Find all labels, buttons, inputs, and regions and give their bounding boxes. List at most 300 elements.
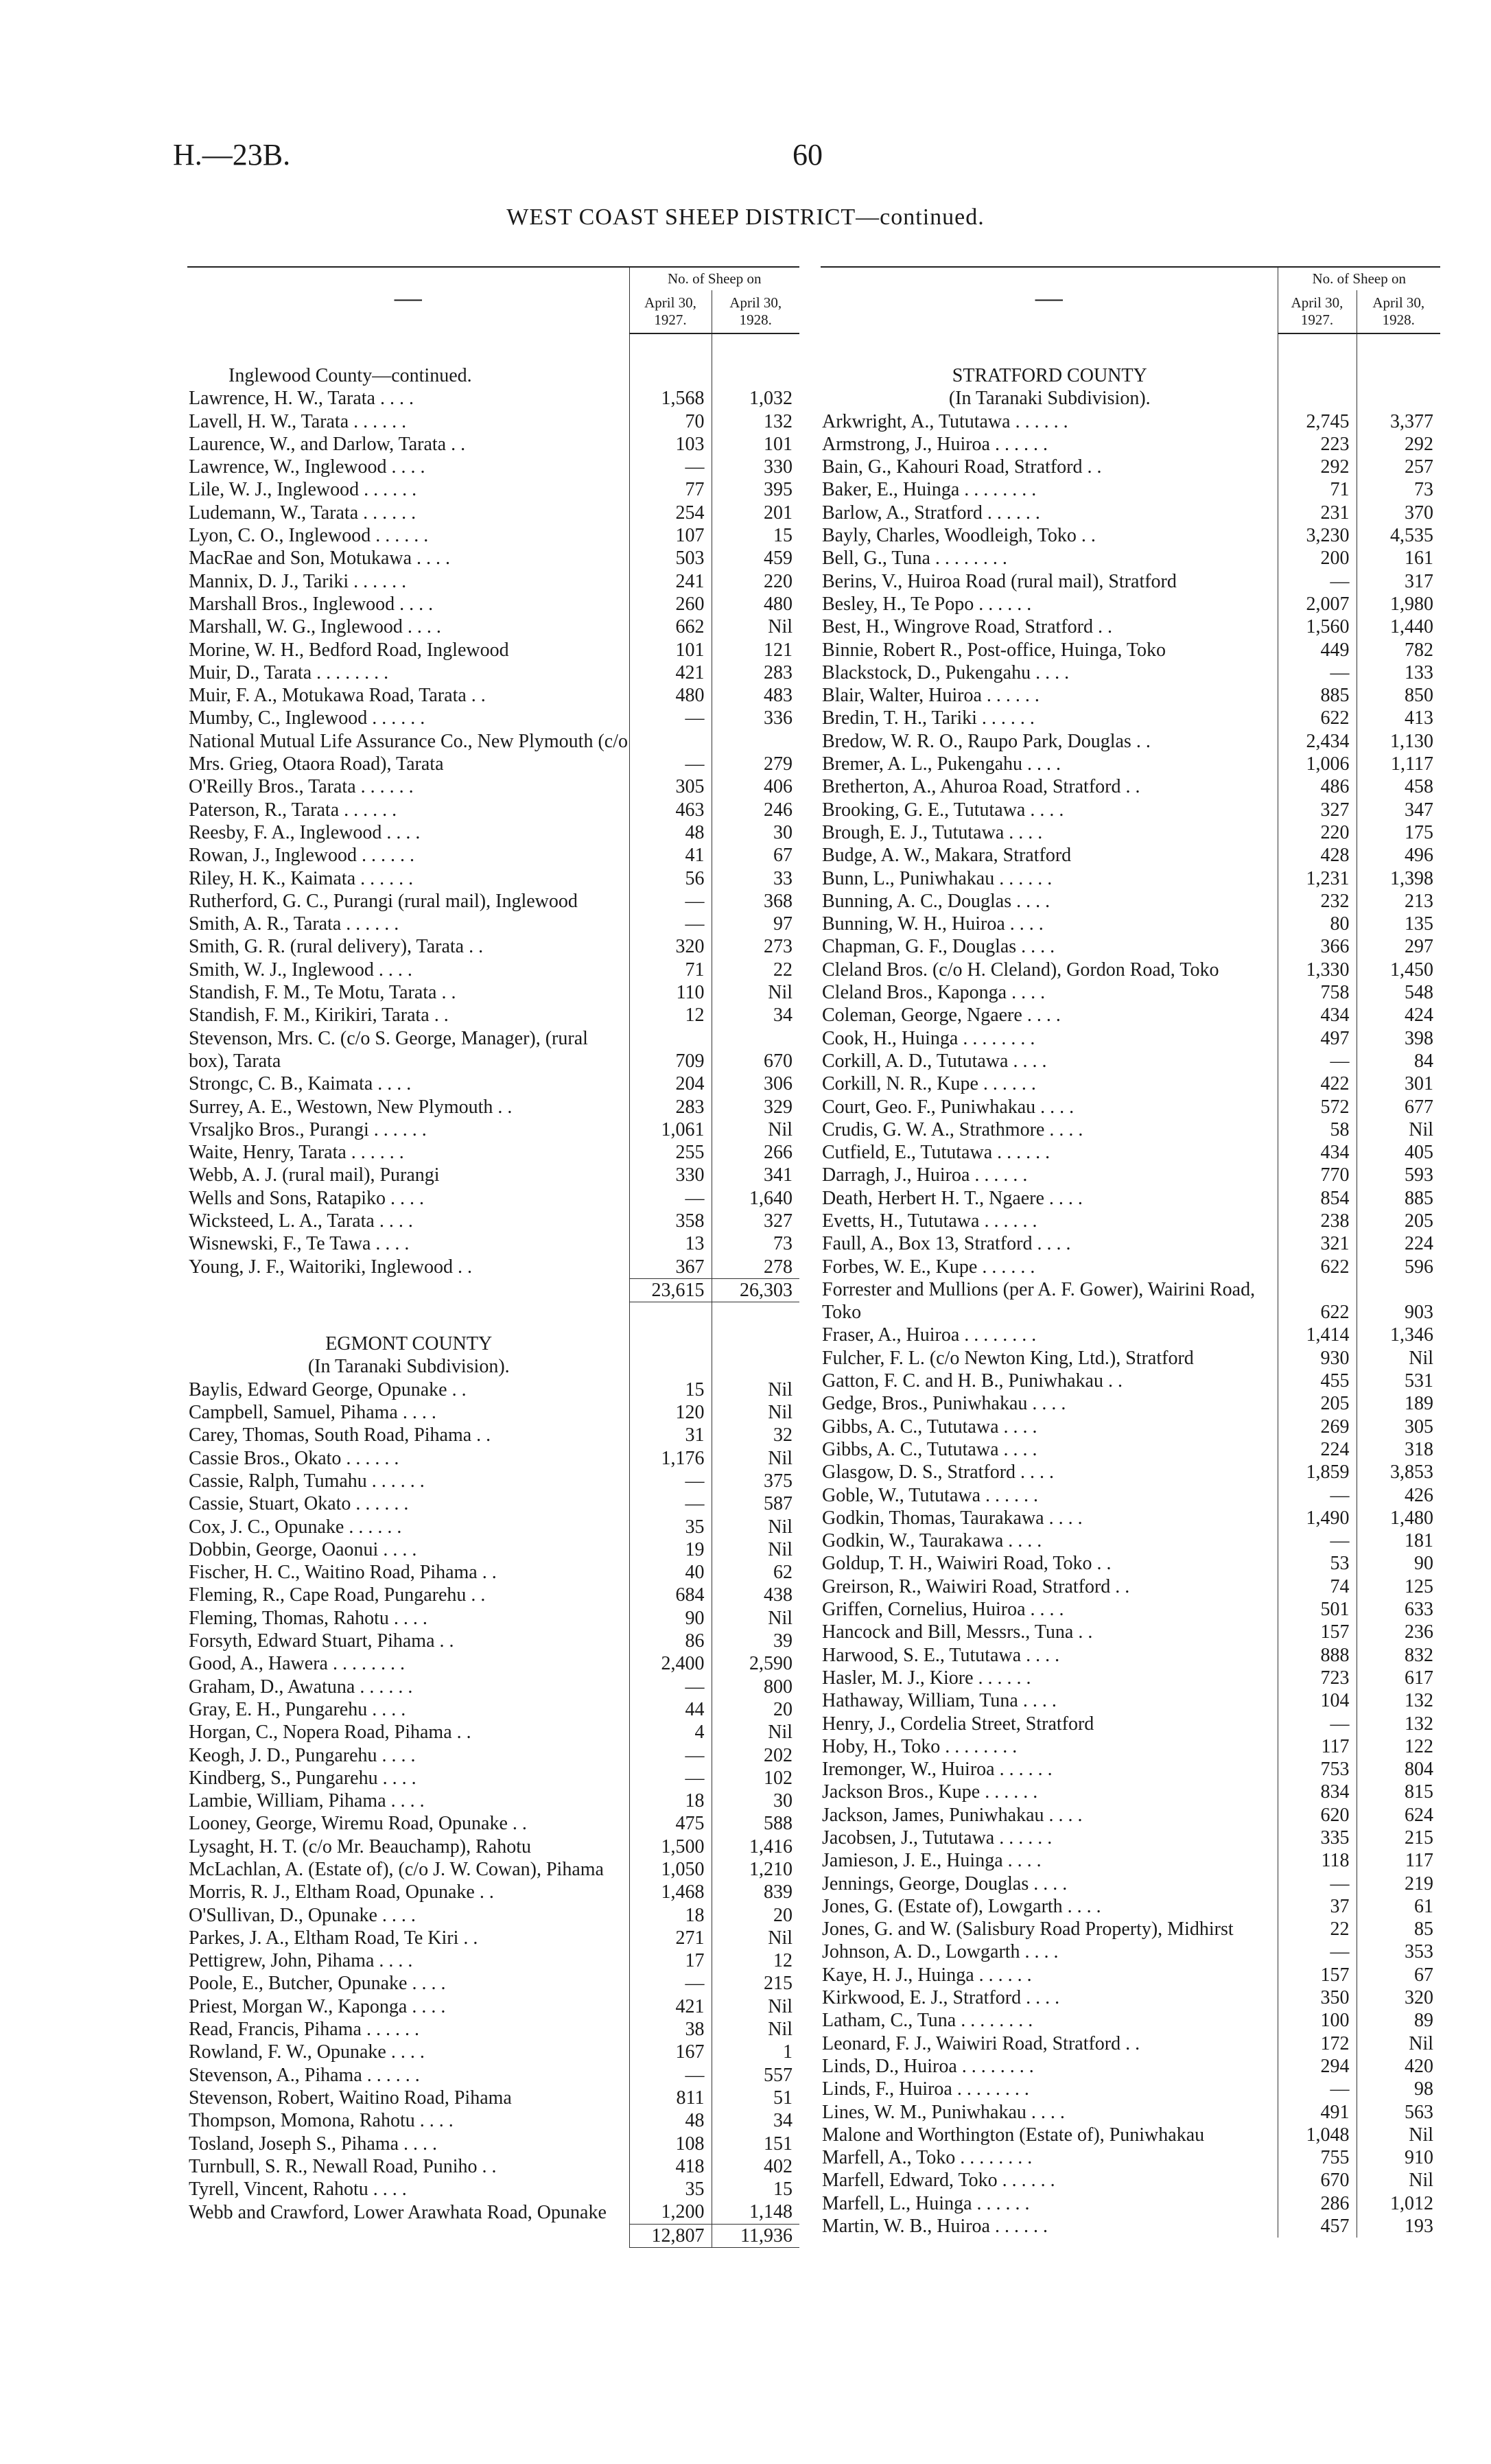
value-1927: 670 — [1278, 2169, 1357, 2192]
row-name — [187, 1302, 629, 1333]
table-row — [821, 844, 1440, 867]
table-row — [821, 1804, 1440, 1827]
value-1928: 89 — [1357, 2009, 1440, 2032]
value-1927: 1,859 — [1278, 1461, 1357, 1483]
row-name: Cook, H., Huinga . . . . . . . . — [822, 1027, 1035, 1049]
value-1927: 35 — [629, 2178, 712, 2201]
value-1928: 73 — [712, 1232, 799, 1255]
value-1928: 910 — [1357, 2146, 1440, 2169]
value-1927: — — [629, 456, 712, 478]
value-1928: 11,936 — [712, 2224, 799, 2247]
table-row — [187, 2018, 799, 2041]
value-1928: 151 — [712, 2133, 799, 2155]
value-1928: 330 — [712, 456, 799, 478]
value-1928: 1,480 — [1357, 1507, 1440, 1529]
row-name: Blackstock, D., Pukengahu . . . . — [822, 661, 1070, 683]
row-name: Lines, W. M., Puniwhakau . . . . — [822, 2101, 1065, 2123]
value-1927: 305 — [629, 775, 712, 798]
spacer-row — [187, 333, 799, 364]
section-heading — [187, 1333, 799, 1355]
value-1928: 1,346 — [1357, 1324, 1440, 1346]
row-name: Riley, H. K., Kaimata . . . . . . — [189, 867, 414, 889]
row-name: Linds, F., Huiroa . . . . . . . . — [822, 2078, 1029, 2100]
table-row — [821, 1278, 1440, 1324]
value-1928: 213 — [1357, 890, 1440, 913]
table-row — [187, 1927, 799, 1949]
table-row — [821, 684, 1440, 707]
value-1927: 888 — [1278, 1644, 1357, 1667]
table-row — [821, 1484, 1440, 1507]
value-1928: 531 — [1357, 1370, 1440, 1392]
value-1928: 279 — [712, 730, 799, 776]
value-1928: 782 — [1357, 639, 1440, 661]
row-name: Bayly, Charles, Woodleigh, Toko . . — [822, 525, 1096, 547]
value-1928: 20 — [712, 1904, 799, 1927]
table-row — [187, 1492, 799, 1515]
row-name: EGMONT COUNTY — [325, 1333, 493, 1355]
row-name: Fischer, H. C., Waitino Road, Pihama . . — [189, 1562, 497, 1584]
value-1927: 22 — [1278, 1918, 1357, 1940]
value-1927: 23,615 — [629, 1278, 712, 1302]
row-name: Cutfield, E., Tututawa . . . . . . — [822, 1142, 1050, 1164]
value-1928: 587 — [712, 1492, 799, 1515]
value-1927: 260 — [629, 593, 712, 615]
header-dash: — — [187, 267, 629, 333]
value-1927: — — [1278, 1050, 1357, 1072]
value-1928: 3,853 — [1357, 1461, 1440, 1483]
header-col-1927: April 30, 1927. — [629, 290, 712, 333]
value-1928: 121 — [712, 639, 799, 661]
row-name: Court, Geo. F., Puniwhakau . . . . — [822, 1096, 1075, 1118]
row-name: Wisnewski, F., Te Tawa . . . . — [189, 1233, 410, 1255]
value-1927: 220 — [1278, 821, 1357, 844]
table-row — [187, 775, 799, 798]
value-1927: — — [629, 1767, 712, 1790]
value-1927: 86 — [629, 1630, 712, 1652]
row-name: Bunning, W. H., Huiroa . . . . — [822, 913, 1044, 935]
table-row — [821, 959, 1440, 981]
table-row — [821, 2101, 1440, 2124]
table-row — [821, 410, 1440, 433]
row-name: Cleland Bros. (c/o H. Cleland), Gordon Road, Toko — [822, 959, 1219, 981]
row-name: Baker, E., Huinga . . . . . . . . — [822, 479, 1037, 501]
value-1928: 596 — [1357, 1256, 1440, 1278]
value-1928: 557 — [712, 2064, 799, 2087]
row-name: Smith, G. R. (rural delivery), Tarata . . — [189, 936, 484, 958]
row-name: Goble, W., Tututawa . . . . . . — [822, 1484, 1039, 1506]
value-1928: 161 — [1357, 547, 1440, 570]
table-row — [187, 410, 799, 433]
row-name: Fleming, R., Cape Road, Pungarehu . . — [189, 1584, 486, 1606]
row-name: Cleland Bros., Kaponga . . . . — [822, 982, 1046, 1004]
row-name: Marfell, Edward, Toko . . . . . . — [822, 2170, 1055, 2192]
table-row — [821, 1781, 1440, 1803]
value-1928: 193 — [1357, 2215, 1440, 2238]
section-subheading — [821, 387, 1440, 410]
row-name — [187, 333, 629, 364]
value-1927: 120 — [629, 1401, 712, 1424]
value-1927: 1,500 — [629, 1835, 712, 1858]
table-row — [187, 547, 799, 570]
value-1927: 4 — [629, 1721, 712, 1744]
table-row — [187, 1072, 799, 1095]
value-1928: 317 — [1357, 570, 1440, 593]
value-1927: 110 — [629, 981, 712, 1004]
value-1927: 283 — [629, 1096, 712, 1118]
value-1927: 15 — [629, 1378, 712, 1401]
row-name: Ludemann, W., Tarata . . . . . . — [189, 502, 416, 524]
table-row — [187, 524, 799, 547]
table-row — [187, 707, 799, 729]
row-name: Brooking, G. E., Tututawa . . . . — [822, 799, 1064, 821]
row-name: Carey, Thomas, South Road, Pihama . . — [189, 1424, 491, 1446]
value-1928: 438 — [712, 1584, 799, 1606]
table-row — [821, 1027, 1440, 1050]
value-1928: 800 — [712, 1676, 799, 1698]
table-row — [187, 639, 799, 661]
value-1928: 85 — [1357, 1918, 1440, 1940]
table-row — [821, 1324, 1440, 1346]
row-name: Godkin, Thomas, Taurakawa . . . . — [822, 1507, 1083, 1529]
value-1928: 395 — [712, 478, 799, 501]
row-name: Rowland, F. W., Opunake . . . . — [189, 2041, 425, 2063]
table-row — [821, 2146, 1440, 2169]
value-1927: 622 — [1278, 1278, 1357, 1324]
value-1928: Nil — [712, 1538, 799, 1561]
row-name: Gatton, F. C. and H. B., Puniwhakau . . — [822, 1370, 1123, 1392]
total-row — [187, 1278, 799, 1302]
value-1927: 294 — [1278, 2055, 1357, 2078]
value-1928: 4,535 — [1357, 524, 1440, 547]
value-1928: 175 — [1357, 821, 1440, 844]
value-1928: 67 — [1357, 1964, 1440, 1986]
table-row — [821, 1758, 1440, 1781]
value-1927: 101 — [629, 639, 712, 661]
value-1927: 834 — [1278, 1781, 1357, 1803]
table-row — [187, 913, 799, 935]
row-name: Morine, W. H., Bedford Road, Inglewood — [189, 639, 509, 661]
table-row — [821, 1644, 1440, 1667]
value-1928: 1,032 — [712, 387, 799, 410]
row-name: O'Sullivan, D., Opunake . . . . — [189, 1904, 416, 1926]
value-1927: — — [629, 1676, 712, 1698]
value-1928: 205 — [1357, 1210, 1440, 1232]
table-row — [187, 1516, 799, 1538]
table-row — [821, 1370, 1440, 1392]
value-1927 — [1278, 333, 1357, 364]
value-1928: 402 — [712, 2155, 799, 2178]
value-1927: 434 — [1278, 1141, 1357, 1164]
value-1928: 34 — [712, 1004, 799, 1026]
value-1928: 15 — [712, 2178, 799, 2201]
row-name: Hasler, M. J., Kiore . . . . . . — [822, 1667, 1031, 1689]
table-row — [187, 1378, 799, 1401]
value-1927: 755 — [1278, 2146, 1357, 2169]
value-1928: 633 — [1357, 1598, 1440, 1621]
row-name: O'Reilly Bros., Tarata . . . . . . — [189, 776, 414, 798]
row-name: Stevenson, Robert, Waitino Road, Pihama — [189, 2087, 512, 2109]
row-name: Kirkwood, E. J., Stratford . . . . — [822, 1987, 1060, 2009]
header-group: No. of Sheep on — [629, 267, 799, 290]
right-table — [821, 266, 1440, 2238]
row-name: Tosland, Joseph S., Pihama . . . . — [189, 2133, 438, 2155]
value-1927: 231 — [1278, 502, 1357, 524]
table-row — [187, 1949, 799, 1972]
row-name: Jackson Bros., Kupe . . . . . . — [822, 1781, 1038, 1803]
row-name: Smith, W. J., Inglewood . . . . — [189, 959, 412, 981]
value-1928: Nil — [712, 615, 799, 638]
table-row — [187, 2155, 799, 2178]
value-1927: — — [629, 2064, 712, 2087]
row-name: Jacobsen, J., Tututawa . . . . . . — [822, 1827, 1053, 1849]
table-row — [821, 1392, 1440, 1415]
value-1928: 224 — [1357, 1232, 1440, 1255]
value-1928: 236 — [1357, 1621, 1440, 1643]
value-1927: 1,490 — [1278, 1507, 1357, 1529]
row-name: Campbell, Samuel, Pihama . . . . — [189, 1402, 436, 1424]
value-1927: 2,434 — [1278, 730, 1357, 753]
table-row — [187, 1447, 799, 1470]
table-row — [187, 2133, 799, 2155]
table-row — [187, 2087, 799, 2109]
value-1927: 709 — [629, 1027, 712, 1073]
row-name: Young, J. F., Waitoriki, Inglewood . . — [189, 1256, 472, 1278]
row-name: Lawrence, W., Inglewood . . . . — [189, 456, 425, 478]
value-1927: 449 — [1278, 639, 1357, 661]
table-row — [187, 1187, 799, 1210]
value-1927: 241 — [629, 570, 712, 593]
value-1927: 330 — [629, 1164, 712, 1186]
value-1928: 624 — [1357, 1804, 1440, 1827]
row-name: Greirson, R., Waiwiri Road, Stratford . . — [822, 1575, 1130, 1597]
value-1927: — — [1278, 1529, 1357, 1552]
row-name: Standish, F. M., Kirikiri, Tarata . . — [189, 1005, 449, 1026]
table-row — [187, 1904, 799, 1927]
row-name: Hancock and Bill, Messrs., Tuna . . — [822, 1621, 1093, 1643]
table-row — [821, 1575, 1440, 1598]
value-1927: 320 — [629, 935, 712, 958]
table-row — [821, 615, 1440, 638]
value-1928: 353 — [1357, 1940, 1440, 1963]
table-row — [187, 1790, 799, 1812]
value-1927: 38 — [629, 2018, 712, 2041]
value-1927: 286 — [1278, 2192, 1357, 2215]
value-1928: 1,130 — [1357, 730, 1440, 753]
table-row — [187, 1210, 799, 1232]
table-row — [821, 1713, 1440, 1735]
value-1928 — [1357, 364, 1440, 387]
table-row — [821, 1895, 1440, 1918]
value-1927: 71 — [629, 959, 712, 981]
table-row — [821, 433, 1440, 456]
row-name: Forsyth, Edward Stuart, Pihama . . — [189, 1630, 454, 1652]
value-1927: 238 — [1278, 1210, 1357, 1232]
value-1927: 37 — [1278, 1895, 1357, 1918]
table-row — [821, 1232, 1440, 1255]
table-row — [187, 1835, 799, 1858]
table-row — [821, 2078, 1440, 2100]
value-1927: 1,050 — [629, 1858, 712, 1881]
value-1928: 1,980 — [1357, 593, 1440, 615]
table-row — [821, 1118, 1440, 1141]
row-name: Surrey, A. E., Westown, New Plymouth . . — [189, 1096, 513, 1118]
row-name: Gibbs, A. C., Tututawa . . . . — [822, 1416, 1037, 1438]
value-1928: 292 — [1357, 433, 1440, 456]
value-1927: 1,231 — [1278, 867, 1357, 890]
value-1928: Nil — [712, 1401, 799, 1424]
value-1928: 1,148 — [712, 2201, 799, 2224]
row-name: Rutherford, G. C., Purangi (rural mail), Inglewood — [189, 890, 578, 912]
row-name: Marshall Bros., Inglewood . . . . — [189, 593, 434, 615]
table-row — [187, 1164, 799, 1186]
table-row — [821, 1667, 1440, 1689]
row-name: Leonard, F. J., Waiwiri Road, Stratford . . — [822, 2032, 1140, 2054]
value-1928: Nil — [1357, 2124, 1440, 2146]
row-name: Lile, W. J., Inglewood . . . . . . — [189, 479, 417, 501]
value-1928: 39 — [712, 1630, 799, 1652]
table-row — [187, 959, 799, 981]
table-row — [821, 1827, 1440, 1849]
value-1928 — [712, 1302, 799, 1333]
value-1927: 723 — [1278, 1667, 1357, 1689]
table-row — [821, 2169, 1440, 2192]
value-1927: 31 — [629, 1424, 712, 1446]
value-1928: 1,117 — [1357, 753, 1440, 775]
value-1928: 273 — [712, 935, 799, 958]
value-1928: 850 — [1357, 684, 1440, 707]
value-1927: — — [1278, 1873, 1357, 1895]
row-name: Good, A., Hawera . . . . . . . . — [189, 1653, 405, 1675]
value-1928: 90 — [1357, 1552, 1440, 1575]
row-name: Turnbull, S. R., Newall Road, Puniho . . — [189, 2155, 497, 2177]
value-1927: 486 — [1278, 775, 1357, 798]
row-name: Cassie Bros., Okato . . . . . . — [189, 1447, 399, 1469]
table-row — [187, 1676, 799, 1698]
value-1928: 2,590 — [712, 1652, 799, 1675]
table-row — [187, 1698, 799, 1721]
value-1928: 370 — [1357, 502, 1440, 524]
table-row — [821, 730, 1440, 753]
table-row — [821, 1507, 1440, 1529]
value-1928: 181 — [1357, 1529, 1440, 1552]
value-1927: 77 — [629, 478, 712, 501]
value-1928: 98 — [1357, 2078, 1440, 2100]
value-1927: — — [629, 730, 712, 776]
value-1927: 684 — [629, 1584, 712, 1606]
value-1928: 30 — [712, 821, 799, 844]
value-1927: — — [1278, 570, 1357, 593]
row-name: Jones, G. and W. (Salisbury Road Property), Midhirst — [822, 1919, 1234, 1940]
row-name: Keogh, J. D., Pungarehu . . . . — [189, 1744, 416, 1766]
value-1928: 132 — [1357, 1713, 1440, 1735]
table-row — [821, 547, 1440, 570]
value-1927: 224 — [1278, 1438, 1357, 1461]
value-1928: Nil — [712, 2018, 799, 2041]
value-1928: 329 — [712, 1096, 799, 1118]
value-1927: — — [629, 1470, 712, 1492]
value-1927: 12,807 — [629, 2224, 712, 2247]
table-row — [821, 935, 1440, 958]
value-1928: 84 — [1357, 1050, 1440, 1072]
row-name: Pettigrew, John, Pihama . . . . — [189, 1950, 413, 1972]
table-row — [187, 570, 799, 593]
row-name: Baylis, Edward George, Opunake . . — [189, 1378, 467, 1400]
table-row — [187, 1096, 799, 1118]
row-name: Glasgow, D. S., Stratford . . . . — [822, 1462, 1055, 1483]
value-1928: 548 — [1357, 981, 1440, 1004]
value-1928: 32 — [712, 1424, 799, 1446]
table-row — [821, 2009, 1440, 2032]
value-1927: — — [1278, 1940, 1357, 1963]
value-1928: 34 — [712, 2109, 799, 2132]
header-dash: — — [821, 267, 1278, 333]
value-1928: 1,640 — [712, 1187, 799, 1210]
value-1927: 1,568 — [629, 387, 712, 410]
row-name: Malone and Worthington (Estate of), Puniwhakau — [822, 2124, 1205, 2146]
table-row — [187, 981, 799, 1004]
table-row — [187, 867, 799, 890]
value-1928: 1,210 — [712, 1858, 799, 1881]
row-name: Hathaway, William, Tuna . . . . — [822, 1690, 1057, 1712]
table-row — [821, 456, 1440, 478]
row-name: Linds, D., Huiroa . . . . . . . . — [822, 2055, 1034, 2077]
value-1927: 620 — [1278, 1804, 1357, 1827]
value-1927: 48 — [629, 821, 712, 844]
spacer-row — [187, 1302, 799, 1333]
value-1928: Nil — [712, 1995, 799, 2018]
row-name: Tyrell, Vincent, Rahotu . . . . — [189, 2179, 407, 2201]
value-1928: Nil — [712, 1516, 799, 1538]
row-name: Lambie, William, Pihama . . . . — [189, 1790, 425, 1812]
row-name: Jennings, George, Douglas . . . . — [822, 1873, 1068, 1894]
row-name: Best, H., Wingrove Road, Stratford . . — [822, 616, 1112, 638]
value-1927: 205 — [1278, 1392, 1357, 1415]
table-row — [821, 1187, 1440, 1210]
value-1927: 200 — [1278, 547, 1357, 570]
value-1927: 572 — [1278, 1096, 1357, 1118]
table-row — [821, 2192, 1440, 2215]
table-row — [187, 1652, 799, 1675]
row-name: Crudis, G. W. A., Strathmore . . . . — [822, 1118, 1083, 1140]
row-name: Strongc, C. B., Kaimata . . . . — [189, 1073, 412, 1095]
table-row — [821, 478, 1440, 501]
value-1927: 497 — [1278, 1027, 1357, 1050]
value-1927: 100 — [1278, 2009, 1357, 2032]
row-name: Bell, G., Tuna . . . . . . . . — [822, 548, 1007, 570]
value-1927: 35 — [629, 1516, 712, 1538]
row-name: Death, Herbert H. T., Ngaere . . . . — [822, 1187, 1083, 1209]
row-name: Faull, A., Box 13, Stratford . . . . — [822, 1233, 1071, 1255]
value-1928 — [712, 1355, 799, 1378]
table-row — [187, 1561, 799, 1584]
value-1928: Nil — [1357, 1118, 1440, 1141]
row-name: Read, Francis, Pihama . . . . . . — [189, 2019, 419, 2041]
value-1927: 58 — [1278, 1118, 1357, 1141]
table-row — [187, 1256, 799, 1279]
value-1927: 117 — [1278, 1735, 1357, 1758]
value-1928: 839 — [712, 1881, 799, 1903]
value-1927 — [1278, 387, 1357, 410]
table-row — [821, 1986, 1440, 2009]
value-1927: 885 — [1278, 684, 1357, 707]
page-id: H.—23B. — [173, 138, 291, 172]
value-1927: 662 — [629, 615, 712, 638]
row-name: Wicksteed, L. A., Tarata . . . . — [189, 1210, 413, 1232]
table-row — [187, 1972, 799, 1995]
value-1928: 33 — [712, 867, 799, 890]
table-row — [187, 1584, 799, 1606]
table-row — [187, 1721, 799, 1744]
